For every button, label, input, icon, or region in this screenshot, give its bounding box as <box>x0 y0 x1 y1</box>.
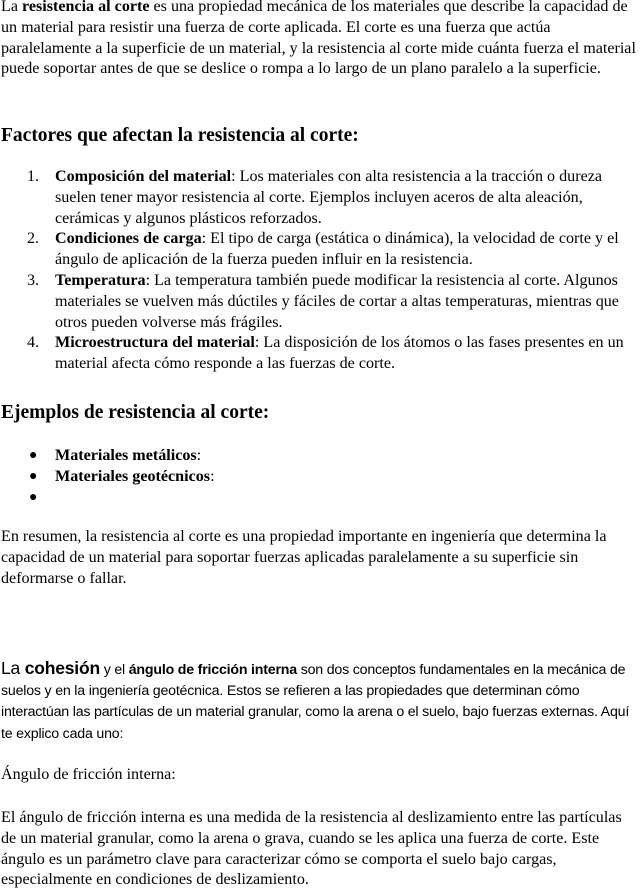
factor-term: Temperatura <box>55 271 146 289</box>
factor-number: 4. <box>27 334 40 352</box>
factors-heading: Factores que afectan la resistencia al corte: <box>1 125 359 146</box>
factor-text: : La temperatura también puede modificar la resistencia al corte. Algunos materiales se vuelven más dúctiles y fáciles de cortar a altas temperaturas, mientras que otros pueden volverse más frágiles. <box>55 271 619 331</box>
intro-paragraph <box>1 0 639 80</box>
example-term: Materiales metálicos <box>55 447 197 464</box>
intro-post: es una propiedad mecánica de los materiales que describe la capacidad de un material para resistir una fuerza de corte aplicada. El corte es una fuerza que actúa paralelamente a la superficie de un material, y la resistencia al corte mide cuánta fuerza el material puede soportar antes de que se deslice o rompa a lo largo de un plano paralelo a la superficie. <box>1 0 636 78</box>
factor-item <box>27 229 640 271</box>
cohesion-rest: son dos conceptos fundamentales en la mecánica de suelos y en la ingeniería geotécnica. Estos se refieren a las propiedades que determinan cómo interactúan las partículas de un material granular, como la arena o el suelo, bajo fuerzas externas. Aquí te explico cada uno: <box>1 662 630 742</box>
factor-term: Microestructura del material <box>55 334 255 352</box>
bullet-icon: ● <box>29 489 38 505</box>
example-term: Materiales geotécnicos <box>55 467 211 485</box>
cohesion-term: cohesión <box>24 658 100 678</box>
examples-heading: Ejemplos de resistencia al corte: <box>1 402 270 423</box>
example-text: : <box>210 467 215 485</box>
bullet-icon: ● <box>29 468 38 484</box>
factor-text: : El tipo de carga (estática o dinámica), la velocidad de corte y el ángulo de aplicación de la fuerza pueden influir en la resistencia. <box>55 230 619 269</box>
factor-item <box>27 271 640 333</box>
factor-number: 2. <box>27 230 40 248</box>
factor-term: Condiciones de carga <box>55 230 202 248</box>
factor-number: 3. <box>27 271 40 289</box>
factor-text: : Los materiales con alta resistencia a la tracción o dureza suelen tener mayor resistencia al corte. Ejemplos incluyen aceros de alta aleación, cerámicas y algunos plásticos reforzados. <box>55 168 602 227</box>
angle-paragraph: El ángulo de fricción interna es una medida de la resistencia al deslizamiento entre las partículas de un material granular, como la arena o grava, cuando se les aplica una fuerza de corte. Este ángulo es un parámetro clave para caracterizar cómo se comporta el suelo bajo cargas, especialmente en condiciones de deslizamiento. <box>1 809 622 889</box>
example-item <box>29 446 640 467</box>
cohesion-paragraph <box>1 658 639 745</box>
factor-item <box>27 167 640 229</box>
factor-term: Composición del material <box>55 168 232 185</box>
factor-text: : La disposición de los átomos o las fases presentes en un material afecta cómo responde a las fuerzas de corte. <box>55 334 624 373</box>
cohesion-la: La <box>1 658 25 678</box>
intro-pre: La <box>1 0 22 15</box>
summary-paragraph: En resumen, la resistencia al corte es una propiedad importante en ingeniería que determina la capacidad de un material para soportar fuerzas aplicadas paralelamente a su superficie sin deformarse o fallar. <box>1 528 607 587</box>
bullet-icon: ● <box>29 448 38 463</box>
examples-list <box>0 446 640 508</box>
factor-item <box>27 333 640 375</box>
cohesion-y-el: y el <box>99 662 129 678</box>
example-item <box>29 488 640 509</box>
intro-term: resistencia al corte <box>22 0 150 15</box>
example-text: : <box>196 447 202 464</box>
factors-list <box>0 167 640 375</box>
factor-number: 1. <box>27 168 40 185</box>
example-item <box>29 467 640 488</box>
angulo-term: ángulo de fricción interna <box>128 662 297 678</box>
angle-title: Ángulo de fricción interna: <box>1 766 176 783</box>
